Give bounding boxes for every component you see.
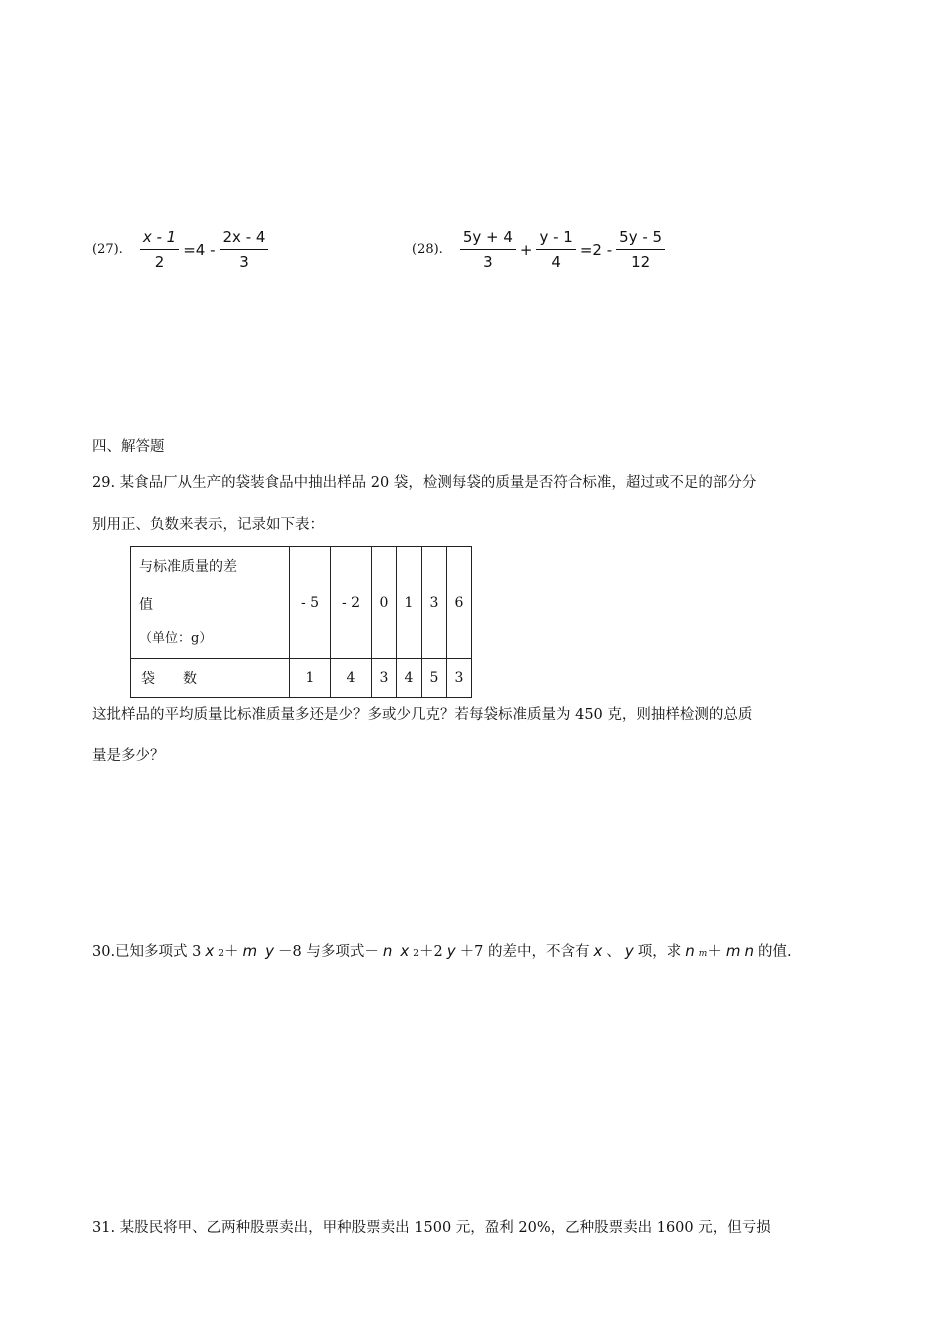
equation-number: (27). (92, 242, 123, 257)
table-cell: 3 (447, 659, 472, 698)
fraction: $\frac{2x - 4}{3}$ (220, 228, 269, 271)
table-cell: 1 (290, 659, 331, 698)
table-row (131, 547, 472, 659)
table-cell: 4 (331, 659, 372, 698)
question-29-line-1: 29. 某食品厂从生产的袋装食品中抽出样品 20 袋，检测每袋的质量是否符合标准，超过或不足的部分分 (92, 475, 757, 491)
table-cell: 5 (422, 659, 447, 698)
question-30: 30.已知多项式 3 x $_2$ ＋ m y －8 与多项式－ n x $_2$ ＋2 y ＋7 的差中，不含有 x 、 y 项，求 n $_m$ ＋ m n 的值. (92, 942, 792, 960)
table-cell: 3 (372, 659, 397, 698)
table-cell: 3 (422, 547, 447, 659)
question-29-line-3: 这批样品的平均质量比标准质量多还是少？多或少几克？若每袋标准质量为 450 克，则抽样检测的总质 (92, 707, 753, 723)
fraction: $\frac{5y - 5}{12}$ (616, 228, 665, 271)
table-cell: 4 (397, 659, 422, 698)
equation-27 (92, 228, 271, 271)
table-cell: 6 (447, 547, 472, 659)
fraction: $\frac{y - 1}{4}$ (536, 228, 575, 271)
fraction: $\frac{5y + 4}{3}$ (460, 228, 516, 271)
question-29-line-2: 别用正、负数来表示，记录如下表： (92, 517, 324, 533)
table-row (131, 659, 472, 698)
mass-difference-table (130, 546, 472, 698)
table-cell: 1 (397, 547, 422, 659)
equation-number: (28). (412, 242, 443, 257)
table-header-cell: 袋 数 (131, 659, 290, 698)
table-header-cell: 与标准质量的差 值 （单位：g） (131, 547, 290, 659)
equals-term: =2 - (579, 240, 613, 259)
table-cell: 0 (372, 547, 397, 659)
section-title: 四、解答题 (92, 439, 165, 455)
fraction: $\frac{x - 1}{2}$ (140, 228, 179, 271)
equals-term: =4 - (183, 240, 216, 259)
question-29-line-4: 量是多少？ (92, 748, 165, 764)
equation-28 (412, 228, 668, 271)
question-31-line-1: 31. 某股民将甲、乙两种股票卖出，甲种股票卖出 1500 元，盈利 20%，乙种股票卖出 1600 元，但亏损 (92, 1220, 771, 1236)
plus-sign: + (519, 240, 533, 259)
table-cell: - 2 (331, 547, 372, 659)
table-cell: - 5 (290, 547, 331, 659)
